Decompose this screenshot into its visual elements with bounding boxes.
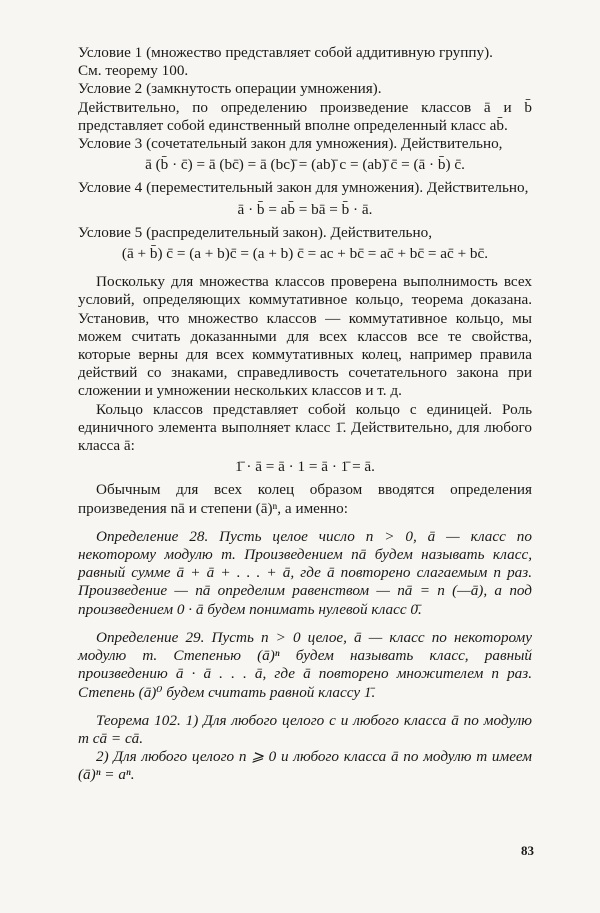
page-number: 83: [521, 843, 534, 858]
definition-28: Определение 28. Пусть целое число n > 0, ā — класс по некоторому модулю m. Произведением nā будем называть класс, равный сумме ā + ā + . . . + ā, где ā повторено слагаемым n раз. Произведение — nā определим равенством — nā = n (—ā), а под произведением 0 · ā будем понимать нулевой класс 0̄.: [78, 527, 532, 618]
paragraph-definitions-intro: Обычным для всех колец образом вводятся определения произведения nā и степени (ā)ⁿ, а именно:: [78, 481, 532, 517]
condition-4: Условие 4 (переместительный закон для умножения). Действительно,: [78, 179, 529, 197]
definition-29: Определение 29. Пусть n > 0 целое, ā — класс по некоторому модулю m. Степенью (ā)ⁿ будем называть класс, равный произведению ā · ā . . . ā, где ā повторено множителем n раз. Степень (ā)⁰ будем считать равной классу 1̄.: [78, 628, 532, 701]
condition-1: Условие 1 (множество представляет собой аддитивную группу).: [78, 44, 493, 61]
formula-commutative: ā · b̄ = ab̄ = bā = b̄ · ā.: [237, 200, 373, 218]
paragraph-ring-proof: Поскольку для множества классов проверена выполнимость всех условий, определяющих коммутативное кольцо, теорема доказана. Установив, что множество классов — коммутативное кольцо, мы можем считать доказанными для всех классов все те свойства, которые верны для всех коммутативных колец, например правила действий со знаками, справедливость сочетательного закона при сложении и умножении нескольких классов и т. д.: [78, 273, 532, 400]
formula-distributive: (ā + b̄) c̄ = (a + b)c̄ = (a + b) c̄ = ac + bc̄ = ac̄ + bc̄ = ac̄ + bc̄.: [121, 245, 489, 263]
condition-5: Условие 5 (распределительный закон). Действительно,: [78, 223, 432, 241]
theorem-102-part-1: Теорема 102. 1) Для любого целого c и любого класса ā по модулю m cā = cā.: [78, 711, 532, 747]
condition-1-ref: См. теорему 100.: [78, 62, 189, 80]
condition-2-body: Действительно, по определению произведение классов ā и b̄ представляет собой единственный вполне определенный класс ab̄.: [78, 98, 532, 134]
theorem-102-part-2: 2) Для любого целого n ⩾ 0 и любого класса ā по модулю m имеем (ā)ⁿ = aⁿ.: [78, 748, 532, 784]
text-column: [78, 44, 532, 785]
formula-associative: ā (b̄ · c̄) = ā (bc̄) = ā (bc)̄ = (ab)̄ c = (ab)̄ c̄ = (ā · b̄) c̄.: [145, 156, 465, 174]
paragraph-unit: Кольцо классов представляет собой кольцо с единицей. Роль единичного элемента выполняет класс 1̄. Действительно, для любого класса ā:: [78, 400, 532, 455]
condition-3: Условие 3 (сочетательный закон для умножения). Действительно,: [78, 135, 503, 153]
formula-unit: 1̄ · ā = ā · 1 = ā · 1̄ = ā.: [235, 458, 375, 476]
condition-2: Условие 2 (замкнутость операции умножения).: [78, 80, 382, 98]
